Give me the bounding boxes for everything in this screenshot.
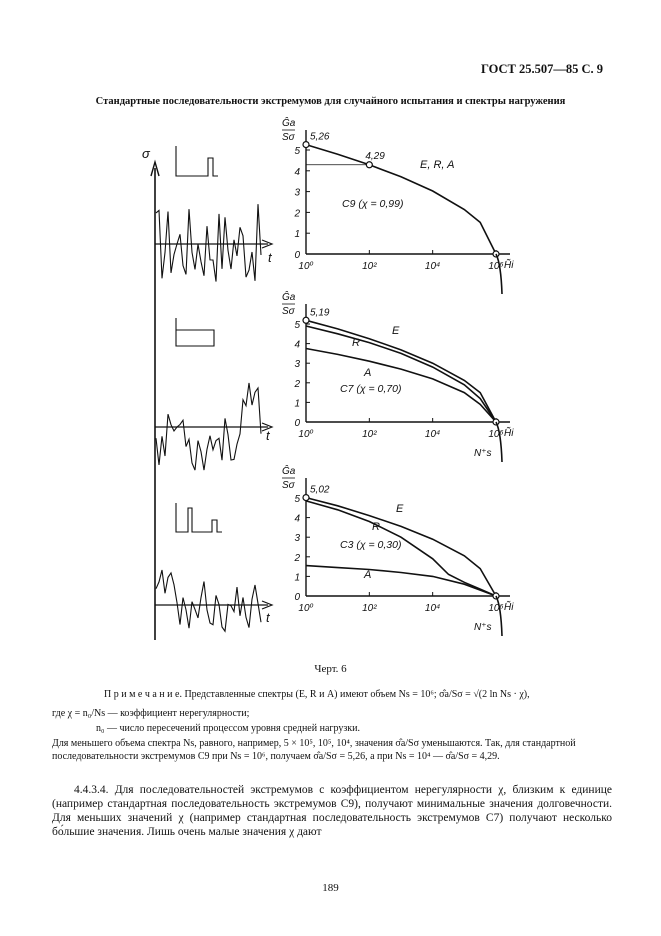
start-point <box>303 142 309 148</box>
spectrum-inset-3 <box>176 503 222 532</box>
start-value-label: 5,26 <box>310 131 330 143</box>
y-tick-label: 0 <box>294 418 300 429</box>
series-line-a <box>306 566 496 596</box>
y-tick-label: 3 <box>294 359 300 371</box>
chart-name-label: C7 (χ = 0,70) <box>340 383 402 395</box>
signal-panel <box>142 146 273 640</box>
curve-label: A <box>364 569 372 581</box>
y-tick-label: 4 <box>294 166 300 178</box>
signal-trace-c9 <box>156 204 261 281</box>
figure-title: Стандартные последовательности экстремумов для случайного испытания и спектры нагружения <box>95 96 566 107</box>
tail-curve <box>496 254 502 294</box>
sigma-label: σ <box>142 146 150 161</box>
y-tick-label: 3 <box>294 533 300 545</box>
y-tick-label: 3 <box>294 187 300 199</box>
x-tick-label: 10⁶ <box>488 261 504 272</box>
ns-label: N⁺s <box>474 622 492 633</box>
curve-label: E <box>392 325 400 337</box>
x-axis-label: H̃i <box>504 428 514 439</box>
x-tick-label: 10⁴ <box>424 603 441 614</box>
x-tick-label: 10⁰ <box>298 603 314 614</box>
y-label-top: Ĝa <box>282 466 296 477</box>
note-line-3: n₀ — число пересечений процессом уровня средней нагрузки. <box>96 723 361 734</box>
curve-label: E, R, A <box>420 159 455 171</box>
y-tick-label: 4 <box>294 513 300 525</box>
note-lead: П р и м е ч а н и е. <box>104 689 182 700</box>
note-line-4: Для меньшего объема спектра Ns, равного, например, 5 × 10⁵, 10⁵, 10⁴, значения σ̂a/Sσ уменьшаются. Так, для стандартной последовательности экстремумов C9 при Ns = 10⁶, получаем σ̂a/Sσ = 5,26, а при Ns = 10⁴ — σ̂a/Sσ = 4,29. <box>52 738 576 762</box>
y-label-bottom: Sσ <box>282 480 295 491</box>
spectrum-chart-c3 <box>282 464 514 636</box>
x-tick-label: 10⁶ <box>488 429 504 440</box>
spectrum-chart-c7 <box>282 290 514 462</box>
figure-caption: Черт. 6 <box>314 663 347 675</box>
y-tick-label: 1 <box>294 398 300 410</box>
y-tick-label: 5 <box>294 320 300 331</box>
x-tick-label: 10⁶ <box>488 603 504 614</box>
spectrum-chart-c9 <box>282 116 514 294</box>
x-tick-label: 10⁴ <box>424 429 441 440</box>
tail-curve <box>496 596 502 636</box>
body-paragraph-text: 4.4.3.4. Для последовательностей экстремумов с коэффициентом нерегулярности χ, близким к единице (например стандартная последовательность экстремумов C9), получают минимальные значения долговечности. Для меньших значений χ (например стандартная последовательность экстремумов C7) получают несколько бо́льшие значения. Лишь очень малые значения χ дают <box>52 784 612 838</box>
y-tick-label: 5 <box>294 146 300 157</box>
page-header: ГОСТ 25.507—85 С. 9 <box>480 62 603 76</box>
y-tick-label: 1 <box>294 572 300 584</box>
note-line-2: где χ = n₀/Ns — коэффициент нерегулярности; <box>52 708 250 719</box>
y-tick-label: 1 <box>294 229 300 241</box>
chart-name-label: C9 (χ = 0,99) <box>342 198 404 210</box>
x-axis-label: H̃i <box>504 602 514 613</box>
chart-name-label: C3 (χ = 0,30) <box>340 539 402 551</box>
page-number: 189 <box>322 882 339 894</box>
start-value-label: 5,02 <box>310 484 330 496</box>
x-tick-label: 10² <box>362 261 377 272</box>
start-value-label: 5,19 <box>310 307 330 319</box>
x-axis-label: H̃i <box>504 260 514 271</box>
y-label-bottom: Sσ <box>282 132 295 143</box>
y-tick-label: 5 <box>294 494 300 505</box>
time-label-1: t <box>268 250 272 265</box>
y-tick-label: 0 <box>294 250 300 261</box>
tail-curve <box>496 422 502 462</box>
x-tick-label: 10² <box>362 603 377 614</box>
spectrum-inset-2 <box>176 318 214 346</box>
y-tick-label: 4 <box>294 339 300 351</box>
curve-label: E <box>396 503 404 515</box>
time-label-3: t <box>266 610 270 625</box>
note-line-1 <box>52 688 612 701</box>
time-label-2: t <box>266 428 270 443</box>
curve-label: A <box>364 367 372 379</box>
series-line-e <box>306 320 496 422</box>
start-point <box>303 495 309 501</box>
curve-label: R <box>372 521 380 533</box>
y-tick-label: 2 <box>294 552 300 564</box>
y-label-top: Ĝa <box>282 292 296 303</box>
y-tick-label: 0 <box>294 592 300 603</box>
curve-label: R <box>352 337 360 349</box>
x-tick-label: 10⁰ <box>298 429 314 440</box>
spectrum-inset-1 <box>176 146 218 176</box>
x-tick-label: 10⁴ <box>424 261 441 272</box>
signal-trace-c3 <box>156 570 261 631</box>
y-tick-label: 2 <box>294 208 300 220</box>
body-paragraph <box>52 783 612 839</box>
ns-label: N⁺s <box>474 448 492 459</box>
y-label-bottom: Sσ <box>282 306 295 317</box>
start-point <box>303 317 309 323</box>
y-tick-label: 2 <box>294 378 300 390</box>
annotation-point <box>366 162 372 168</box>
y-label-top: Ĝa <box>282 118 296 129</box>
x-tick-label: 10² <box>362 429 377 440</box>
note-text-1: Представленные спектры (E, R и A) имеют объем Ns = 10⁶; σ̂a/Sσ = √(2 ln Ns · χ), <box>184 689 530 700</box>
series-line-r <box>306 326 496 422</box>
x-tick-label: 10⁰ <box>298 261 314 272</box>
annotation-value-label: 4,29 <box>365 150 385 162</box>
